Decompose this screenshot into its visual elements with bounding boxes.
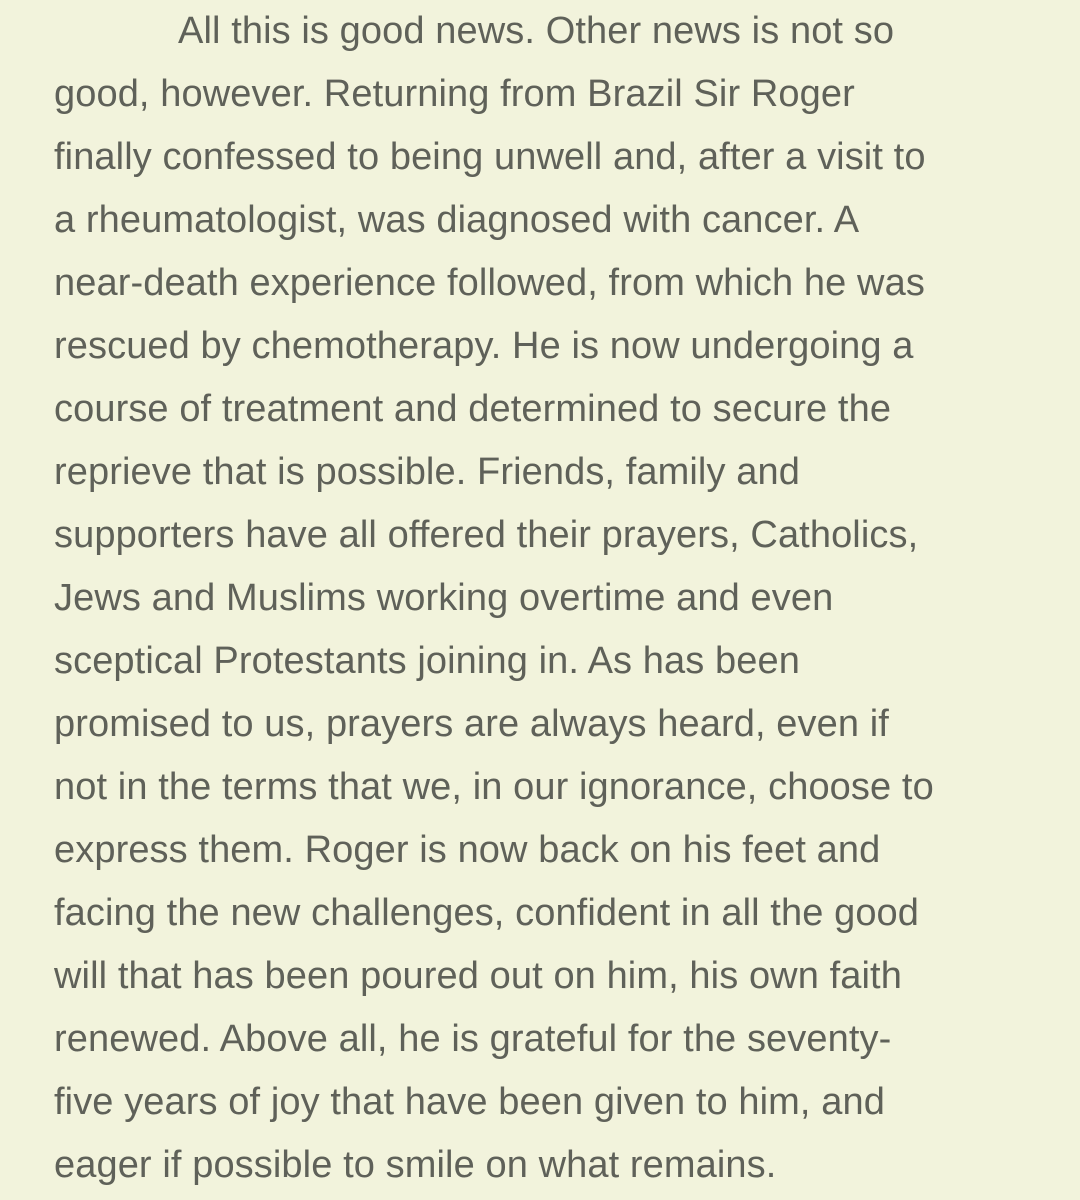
text-line-15: facing the new challenges, confident in all the good — [54, 892, 920, 934]
text-line-14: express them. Roger is now back on his feet and — [54, 829, 881, 871]
text-line-16: will that has been poured out on him, his own faith — [54, 955, 902, 997]
text-line-5: near-death experience followed, from which he was — [54, 262, 925, 304]
text-line-6: rescued by chemotherapy. He is now undergoing a — [54, 325, 914, 367]
text-line-4: a rheumatologist, was diagnosed with cancer. A — [54, 199, 860, 241]
text-line-9: supporters have all offered their prayers, Catholics, — [54, 514, 919, 556]
text-line-1: All this is good news. Other news is not so — [178, 10, 895, 52]
text-line-7: course of treatment and determined to secure the — [54, 388, 892, 430]
text-line-13: not in the terms that we, in our ignorance, choose to — [54, 766, 934, 808]
text-line-17: renewed. Above all, he is grateful for the seventy- — [54, 1018, 892, 1060]
text-line-3: finally confessed to being unwell and, after a visit to — [54, 136, 926, 178]
text-line-19: eager if possible to smile on what remains. — [54, 1144, 777, 1186]
text-line-12: promised to us, prayers are always heard, even if — [54, 703, 889, 745]
text-line-8: reprieve that is possible. Friends, family and — [54, 451, 800, 493]
text-line-10: Jews and Muslims working overtime and even — [54, 577, 834, 619]
text-line-2: good, however. Returning from Brazil Sir Roger — [54, 73, 855, 115]
text-line-18: five years of joy that have been given to him, and — [54, 1081, 885, 1123]
text-line-11: sceptical Protestants joining in. As has been — [54, 640, 800, 682]
